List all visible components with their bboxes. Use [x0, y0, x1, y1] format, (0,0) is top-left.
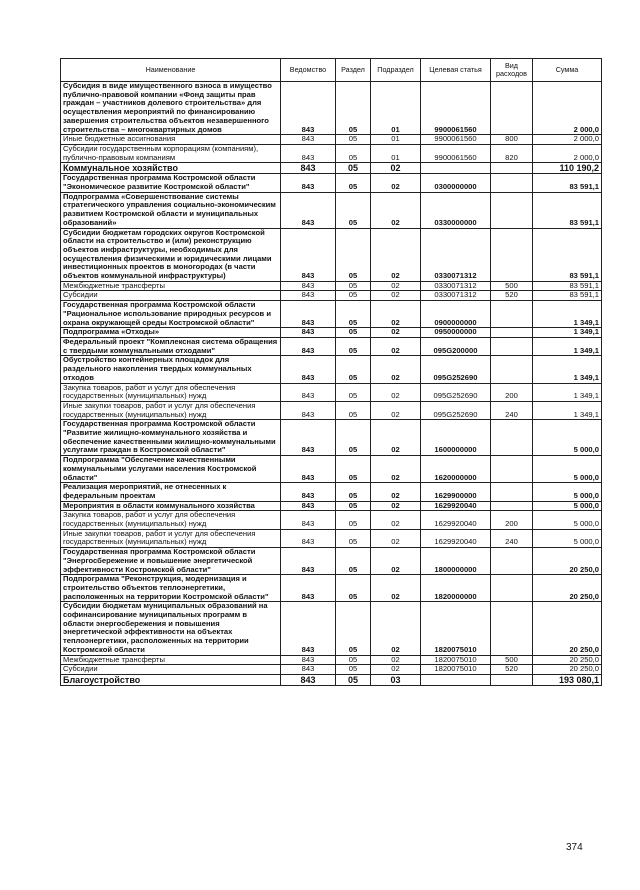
- cell-expense-type: 200: [491, 511, 533, 529]
- cell-target: 9900061560: [421, 144, 491, 162]
- cell-subsection: 02: [371, 456, 421, 483]
- cell-target: [421, 163, 491, 174]
- table-row: [61, 602, 602, 655]
- cell-subsection: 02: [371, 511, 421, 529]
- page-number: 374: [566, 842, 583, 853]
- cell-target: 1820000000: [421, 575, 491, 602]
- cell-amount: 5 000,0: [533, 511, 602, 529]
- cell-department: 843: [281, 291, 336, 301]
- cell-name: Межбюджетные трансферты: [61, 655, 281, 665]
- cell-department: 843: [281, 675, 336, 686]
- cell-section: 05: [336, 174, 371, 192]
- cell-expense-type: [491, 163, 533, 174]
- cell-department: 843: [281, 228, 336, 281]
- cell-subsection: 01: [371, 135, 421, 145]
- cell-department: 843: [281, 665, 336, 675]
- cell-subsection: 02: [371, 356, 421, 383]
- table-row: [61, 174, 602, 192]
- table-row: [61, 575, 602, 602]
- cell-department: 843: [281, 483, 336, 501]
- cell-amount: 20 250,0: [533, 655, 602, 665]
- cell-expense-type: [491, 337, 533, 355]
- table-row: [61, 135, 602, 145]
- cell-expense-type: [491, 192, 533, 228]
- cell-department: 843: [281, 174, 336, 192]
- table-row: [61, 82, 602, 135]
- table-row: [61, 511, 602, 529]
- cell-name: Закупка товаров, работ и услуг для обеспечения государственных (муниципальных) нужд: [61, 383, 281, 401]
- cell-expense-type: [491, 82, 533, 135]
- cell-amount: 83 591,1: [533, 291, 602, 301]
- cell-section: 05: [336, 529, 371, 547]
- header-target: Целевая статья: [421, 59, 491, 82]
- cell-subsection: 02: [371, 163, 421, 174]
- cell-expense-type: 500: [491, 281, 533, 291]
- cell-section: 05: [336, 337, 371, 355]
- table-row: [61, 337, 602, 355]
- cell-name: Иные закупки товаров, работ и услуг для обеспечения государственных (муниципальных) нужд: [61, 529, 281, 547]
- cell-section: 05: [336, 291, 371, 301]
- cell-subsection: 02: [371, 228, 421, 281]
- table-row: [61, 483, 602, 501]
- cell-section: 05: [336, 144, 371, 162]
- cell-name: Субсидии: [61, 665, 281, 675]
- cell-name: Субсидии: [61, 291, 281, 301]
- cell-section: 05: [336, 281, 371, 291]
- cell-department: 843: [281, 456, 336, 483]
- cell-amount: 2 000,0: [533, 144, 602, 162]
- cell-department: 843: [281, 144, 336, 162]
- cell-name: Подпрограмма «Совершенствование системы стратегического управления социально-экономическим развитием Костромской области и муниципальных образований»: [61, 192, 281, 228]
- cell-name: Субсидия в виде имущественного взноса в имущество публично-правовой компании «Фонд защиты прав граждан – участников долевого строительства» для осуществления мероприятий по финансированию завершения строительства объектов незавершенного строительства – многоквартирных домов: [61, 82, 281, 135]
- cell-target: 9900061560: [421, 135, 491, 145]
- cell-amount: 5 000,0: [533, 483, 602, 501]
- cell-amount: 1 349,1: [533, 356, 602, 383]
- cell-subsection: 02: [371, 281, 421, 291]
- cell-name: Субсидии бюджетам муниципальных образований на софинансирование муниципальных программ в области энергосбережения и повышения энергетической эффективности на объектах теплоэнергетики, расположенных на территории Костромской области: [61, 602, 281, 655]
- budget-table: [60, 58, 602, 686]
- cell-name: Межбюджетные трансферты: [61, 281, 281, 291]
- cell-department: 843: [281, 192, 336, 228]
- cell-section: 05: [336, 328, 371, 338]
- table-row: [61, 383, 602, 401]
- cell-amount: 83 591,1: [533, 281, 602, 291]
- table-row: [61, 281, 602, 291]
- cell-expense-type: [491, 301, 533, 328]
- cell-target: 1629920040: [421, 511, 491, 529]
- cell-section: 05: [336, 135, 371, 145]
- cell-expense-type: [491, 228, 533, 281]
- table-row: [61, 456, 602, 483]
- cell-amount: 1 349,1: [533, 401, 602, 419]
- cell-target: 0900000000: [421, 301, 491, 328]
- cell-target: [421, 675, 491, 686]
- cell-expense-type: 520: [491, 291, 533, 301]
- table-row: [61, 548, 602, 575]
- cell-subsection: 02: [371, 420, 421, 456]
- cell-amount: 1 349,1: [533, 383, 602, 401]
- cell-amount: 83 591,1: [533, 174, 602, 192]
- cell-target: 1800000000: [421, 548, 491, 575]
- cell-department: 843: [281, 420, 336, 456]
- cell-section: 05: [336, 383, 371, 401]
- cell-expense-type: 800: [491, 135, 533, 145]
- cell-expense-type: [491, 420, 533, 456]
- cell-expense-type: [491, 356, 533, 383]
- cell-target: 095G252690: [421, 383, 491, 401]
- table-row: [61, 401, 602, 419]
- cell-expense-type: [491, 483, 533, 501]
- cell-target: 1629920040: [421, 501, 491, 511]
- cell-expense-type: [491, 456, 533, 483]
- cell-section: 05: [336, 301, 371, 328]
- cell-section: 05: [336, 192, 371, 228]
- cell-department: 843: [281, 602, 336, 655]
- table-row: [61, 665, 602, 675]
- cell-department: 843: [281, 383, 336, 401]
- cell-target: 0300000000: [421, 174, 491, 192]
- cell-expense-type: 240: [491, 529, 533, 547]
- cell-amount: 20 250,0: [533, 548, 602, 575]
- table-row: [61, 228, 602, 281]
- cell-expense-type: [491, 602, 533, 655]
- cell-subsection: 02: [371, 328, 421, 338]
- cell-section: 05: [336, 675, 371, 686]
- cell-section: 05: [336, 456, 371, 483]
- cell-name: Субсидии бюджетам городских округов Костромской области на строительство и (или) реконструкцию объектов инфраструктуры, необходимых для осуществления физическими и юридическими лицами инвестиционных проектов в моногородах (в части объектов коммунальной инфраструктуры): [61, 228, 281, 281]
- table-row: [61, 420, 602, 456]
- cell-department: 843: [281, 356, 336, 383]
- cell-target: 095G252690: [421, 401, 491, 419]
- cell-target: 1820075010: [421, 655, 491, 665]
- header-section: Раздел: [336, 59, 371, 82]
- table-row: [61, 356, 602, 383]
- cell-name: Благоустройство: [61, 675, 281, 686]
- cell-target: 0950000000: [421, 328, 491, 338]
- table-row: [61, 144, 602, 162]
- cell-amount: 2 000,0: [533, 135, 602, 145]
- cell-department: 843: [281, 82, 336, 135]
- cell-name: Государственная программа Костромской области "Энергосбережение и повышение энергетической эффективности Костромской области": [61, 548, 281, 575]
- cell-amount: 83 591,1: [533, 192, 602, 228]
- cell-expense-type: [491, 174, 533, 192]
- cell-subsection: 02: [371, 575, 421, 602]
- table-row: [61, 529, 602, 547]
- document-page: [60, 58, 601, 686]
- cell-department: 843: [281, 511, 336, 529]
- cell-target: 0330071312: [421, 281, 491, 291]
- header-amount: Сумма: [533, 59, 602, 82]
- cell-expense-type: [491, 575, 533, 602]
- table-row: [61, 655, 602, 665]
- cell-section: 05: [336, 665, 371, 675]
- cell-amount: 193 080,1: [533, 675, 602, 686]
- cell-expense-type: [491, 675, 533, 686]
- cell-amount: 83 591,1: [533, 228, 602, 281]
- cell-subsection: 02: [371, 548, 421, 575]
- cell-name: Обустройство контейнерных площадок для раздельного накопления твердых коммунальных отходов: [61, 356, 281, 383]
- cell-target: 1620000000: [421, 456, 491, 483]
- cell-department: 843: [281, 575, 336, 602]
- cell-department: 843: [281, 548, 336, 575]
- cell-section: 05: [336, 356, 371, 383]
- cell-target: 1820075010: [421, 602, 491, 655]
- cell-name: Государственная программа Костромской области "Развитие жилищно-коммунального хозяйства и обеспечение качественными жилищно-коммунальными услугами граждан в Костромской области": [61, 420, 281, 456]
- cell-department: 843: [281, 655, 336, 665]
- header-subsection: Подраздел: [371, 59, 421, 82]
- cell-target: 1820075010: [421, 665, 491, 675]
- cell-target: 1629920040: [421, 529, 491, 547]
- cell-section: 05: [336, 511, 371, 529]
- cell-expense-type: 520: [491, 665, 533, 675]
- table-body: [61, 82, 602, 686]
- header-name: Наименование: [61, 59, 281, 82]
- cell-subsection: 01: [371, 82, 421, 135]
- cell-expense-type: 820: [491, 144, 533, 162]
- cell-subsection: 03: [371, 675, 421, 686]
- cell-amount: 1 349,1: [533, 301, 602, 328]
- cell-amount: 110 190,2: [533, 163, 602, 174]
- cell-expense-type: 240: [491, 401, 533, 419]
- cell-expense-type: [491, 548, 533, 575]
- cell-name: Коммунальное хозяйство: [61, 163, 281, 174]
- cell-section: 05: [336, 501, 371, 511]
- cell-name: Субсидии государственным корпорациям (компаниям), публично-правовым компаниям: [61, 144, 281, 162]
- cell-department: 843: [281, 529, 336, 547]
- cell-amount: 2 000,0: [533, 82, 602, 135]
- cell-name: Закупка товаров, работ и услуг для обеспечения государственных (муниципальных) нужд: [61, 511, 281, 529]
- cell-subsection: 02: [371, 291, 421, 301]
- cell-name: Реализация мероприятий, не отнесенных к федеральным проектам: [61, 483, 281, 501]
- cell-name: Государственная программа Костромской области "Экономическое развитие Костромской области": [61, 174, 281, 192]
- cell-subsection: 02: [371, 383, 421, 401]
- cell-amount: 20 250,0: [533, 602, 602, 655]
- header-department: Ведомство: [281, 59, 336, 82]
- table-row: [61, 675, 602, 686]
- cell-subsection: 02: [371, 665, 421, 675]
- cell-department: 843: [281, 301, 336, 328]
- cell-amount: 5 000,0: [533, 529, 602, 547]
- cell-target: 095G252690: [421, 356, 491, 383]
- cell-amount: 1 349,1: [533, 337, 602, 355]
- cell-section: 05: [336, 602, 371, 655]
- cell-section: 05: [336, 575, 371, 602]
- cell-subsection: 02: [371, 174, 421, 192]
- header-expense-type: Вид расходов: [491, 59, 533, 82]
- cell-subsection: 02: [371, 483, 421, 501]
- cell-department: 843: [281, 135, 336, 145]
- cell-target: 0330071312: [421, 291, 491, 301]
- cell-expense-type: 500: [491, 655, 533, 665]
- cell-section: 05: [336, 655, 371, 665]
- cell-subsection: 02: [371, 655, 421, 665]
- cell-subsection: 02: [371, 529, 421, 547]
- cell-subsection: 02: [371, 192, 421, 228]
- cell-subsection: 02: [371, 337, 421, 355]
- cell-name: Подпрограмма "Обеспечение качественными коммунальными услугами населения Костромской области": [61, 456, 281, 483]
- cell-name: Мероприятия в области коммунального хозяйства: [61, 501, 281, 511]
- table-row: [61, 192, 602, 228]
- cell-section: 05: [336, 401, 371, 419]
- cell-section: 05: [336, 420, 371, 456]
- cell-amount: 1 349,1: [533, 328, 602, 338]
- cell-name: Иные бюджетные ассигнования: [61, 135, 281, 145]
- cell-amount: 5 000,0: [533, 501, 602, 511]
- cell-name: Подпрограмма "Реконструкция, модернизация и строительство объектов теплоэнергетики, расположенных на территории Костромской области": [61, 575, 281, 602]
- cell-section: 05: [336, 82, 371, 135]
- cell-department: 843: [281, 337, 336, 355]
- cell-name: Федеральный проект "Комплексная система обращения с твердыми коммунальными отходами": [61, 337, 281, 355]
- table-row: [61, 301, 602, 328]
- table-header-row: [61, 59, 602, 82]
- cell-subsection: 02: [371, 602, 421, 655]
- cell-target: 095G200000: [421, 337, 491, 355]
- cell-target: 1629900000: [421, 483, 491, 501]
- cell-subsection: 02: [371, 401, 421, 419]
- cell-section: 05: [336, 483, 371, 501]
- cell-amount: 20 250,0: [533, 575, 602, 602]
- cell-expense-type: [491, 501, 533, 511]
- cell-target: 9900061560: [421, 82, 491, 135]
- cell-amount: 5 000,0: [533, 456, 602, 483]
- table-row: [61, 163, 602, 174]
- cell-amount: 20 250,0: [533, 665, 602, 675]
- cell-department: 843: [281, 501, 336, 511]
- cell-amount: 5 000,0: [533, 420, 602, 456]
- cell-subsection: 02: [371, 301, 421, 328]
- cell-subsection: 01: [371, 144, 421, 162]
- cell-target: 0330000000: [421, 192, 491, 228]
- cell-department: 843: [281, 163, 336, 174]
- cell-section: 05: [336, 228, 371, 281]
- cell-section: 05: [336, 163, 371, 174]
- cell-expense-type: 200: [491, 383, 533, 401]
- cell-name: Подпрограмма «Отходы»: [61, 328, 281, 338]
- cell-department: 843: [281, 401, 336, 419]
- cell-expense-type: [491, 328, 533, 338]
- cell-subsection: 02: [371, 501, 421, 511]
- cell-department: 843: [281, 328, 336, 338]
- cell-department: 843: [281, 281, 336, 291]
- cell-target: 0330071312: [421, 228, 491, 281]
- cell-name: Иные закупки товаров, работ и услуг для обеспечения государственных (муниципальных) нужд: [61, 401, 281, 419]
- cell-target: 1600000000: [421, 420, 491, 456]
- cell-section: 05: [336, 548, 371, 575]
- cell-name: Государственная программа Костромской области "Рациональное использование природных ресурсов и охрана окружающей среды Костромской области": [61, 301, 281, 328]
